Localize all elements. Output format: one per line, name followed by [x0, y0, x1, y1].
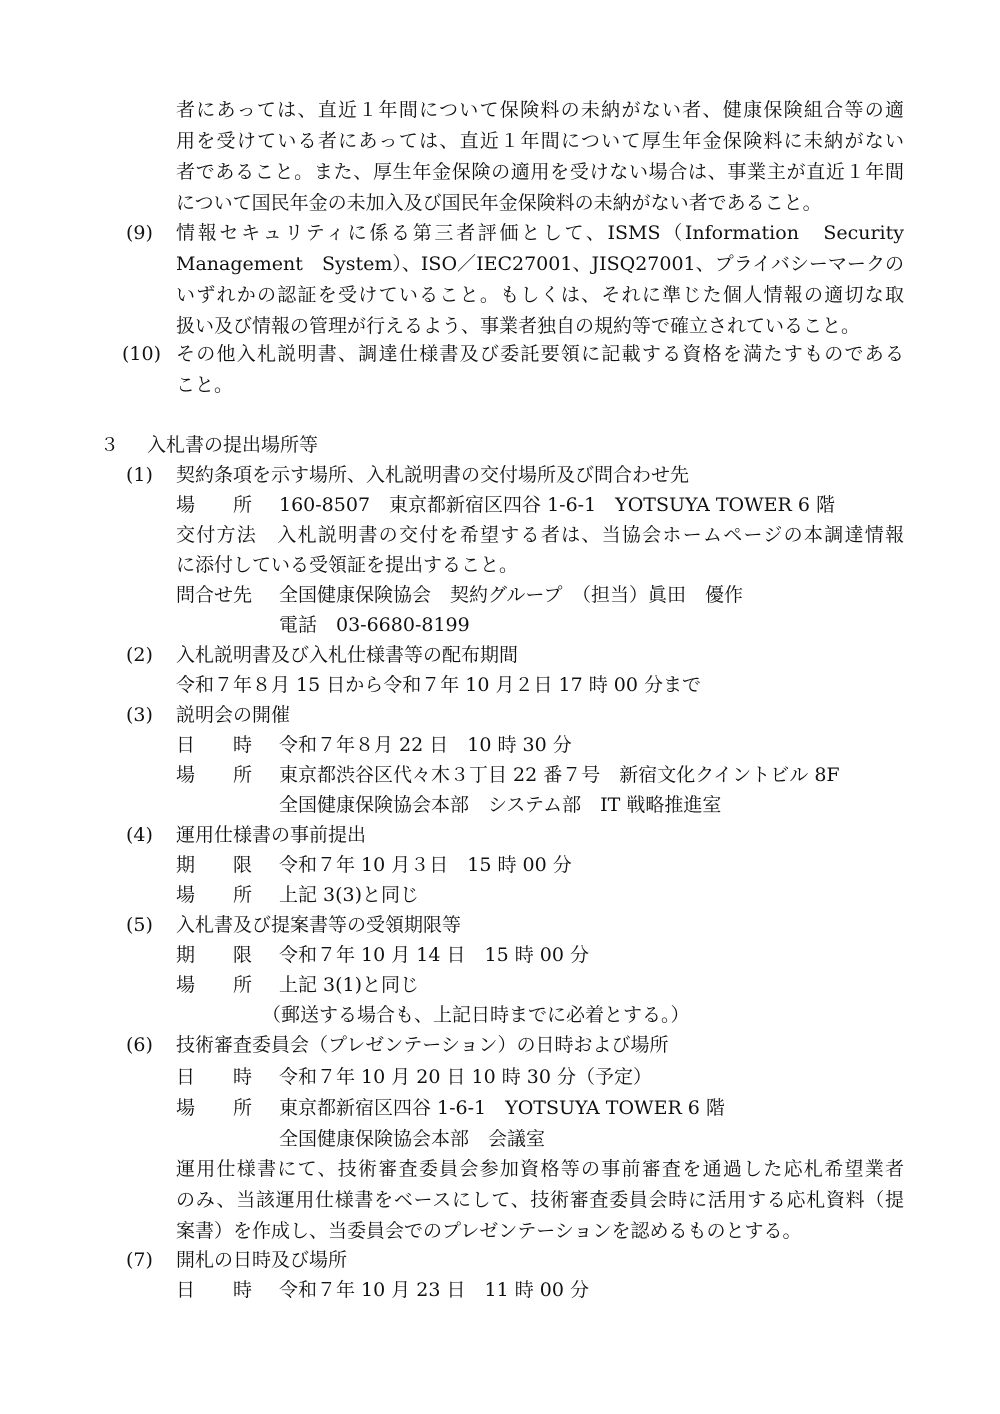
item-title: 入札説明書及び入札仕様書等の配布期間 [176, 644, 519, 666]
paragraph-line: 者であること。また、厚生年金保険の適用を受けない場合は、事業主が直近１年間 [176, 161, 904, 183]
item-title: 技術審査委員会（プレゼンテーション）の日時および場所 [176, 1034, 669, 1056]
item-title: 入札書及び提案書等の受領期限等 [176, 914, 462, 936]
paragraph-line: について国民年金の未加入及び国民年金保険料の未納がない者であること。 [176, 192, 822, 214]
field-value: 令和７年８月 15 日から令和７年 10 月２日 17 時 00 分まで [176, 674, 702, 696]
field-value: 令和７年 10 月 20 日 10 時 30 分（予定） [279, 1066, 653, 1088]
field-label: 日 時 [176, 1279, 253, 1301]
field-value: 上記 3(3)と同じ [279, 884, 420, 906]
paragraph-line: 案書）を作成し、当委員会でのプレゼンテーションを認めるものとする。 [176, 1220, 802, 1242]
item-number: (7) [126, 1249, 153, 1271]
field-value: 令和７年 10 月３日 15 時 00 分 [279, 854, 572, 876]
item-number: (1) [126, 464, 153, 486]
item-title: 開札の日時及び場所 [176, 1249, 348, 1271]
item-number: (10) [122, 343, 162, 365]
paragraph-line: に添付している受領証を提出すること。 [176, 554, 519, 576]
field-value: 東京都渋谷区代々木３丁目 22 番７号 新宿文化クイントビル 8F [279, 764, 840, 786]
paragraph-line: いずれかの認証を受けていること。もしくは、それに準じた個人情報の適切な取 [176, 284, 904, 306]
field-label: 場 所 [176, 1097, 253, 1119]
field-label: 場 所 [176, 764, 253, 786]
field-label: 場 所 [176, 494, 253, 516]
field-value: 令和７年 10 月 14 日 15 時 00 分 [279, 944, 589, 966]
paragraph-line: その他入札説明書、調達仕様書及び委託要領に記載する資格を満たすものである [176, 343, 904, 365]
item-number: (2) [126, 644, 153, 666]
field-label: 日 時 [176, 734, 253, 756]
phone-number: 電話 03-6680-8199 [279, 614, 470, 636]
field-label: 期 限 [176, 854, 253, 876]
item-number: (9) [126, 222, 153, 244]
paragraph-line: 交付方法 入札説明書の交付を希望する者は、当協会ホームページの本調達情報 [176, 524, 904, 546]
field-value: 全国健康保険協会 契約グループ （担当）眞田 優作 [279, 584, 743, 606]
item-number: (3) [126, 704, 153, 726]
field-label: 日 時 [176, 1066, 253, 1088]
paragraph-line: のみ、当該運用仕様書をベースにして、技術審査委員会時に活用する応札資料（提 [176, 1189, 904, 1211]
field-label: 問合せ先 [176, 584, 253, 606]
field-value: 160-8507 東京都新宿区四谷 1-6-1 YOTSUYA TOWER 6 階 [279, 494, 835, 516]
field-value: 東京都新宿区四谷 1-6-1 YOTSUYA TOWER 6 階 [279, 1097, 725, 1119]
item-number: (6) [126, 1034, 153, 1056]
paragraph-line: 運用仕様書にて、技術審査委員会参加資格等の事前審査を通過した応札希望業者 [176, 1158, 904, 1180]
item-title: 契約条項を示す場所、入札説明書の交付場所及び問合わせ先 [176, 464, 690, 486]
field-label: 期 限 [176, 944, 253, 966]
paragraph-line: 用を受けている者にあっては、直近１年間について厚生年金保険料に未納がない [176, 130, 904, 152]
item-number: (5) [126, 914, 153, 936]
paragraph-line: 扱い及び情報の管理が行えるよう、事業者独自の規約等で確立されていること。 [176, 315, 861, 337]
field-value: 全国健康保険協会本部 システム部 IT 戦略推進室 [279, 794, 722, 816]
field-value: 令和７年 10 月 23 日 11 時 00 分 [279, 1279, 589, 1301]
field-value: 令和７年８月 22 日 10 時 30 分 [279, 734, 572, 756]
paragraph-line: 情報セキュリティに係る第三者評価として、ISMS（Information Security [176, 222, 904, 244]
field-label: 場 所 [176, 884, 253, 906]
field-value: 全国健康保険協会本部 会議室 [279, 1128, 546, 1150]
item-number: (4) [126, 824, 153, 846]
paragraph-line: 者にあっては、直近１年間について保険料の未納がない者、健康保険組合等の適 [176, 99, 904, 121]
field-label: 場 所 [176, 974, 253, 996]
paragraph-line: Management System）、ISO／IEC27001、JISQ27001、プライバシーマークの [176, 253, 904, 275]
section-title: 入札書の提出場所等 [147, 434, 319, 456]
item-title: 説明会の開催 [176, 704, 291, 726]
note-text: （郵送する場合も、上記日時までに必着とする。） [262, 1004, 690, 1026]
paragraph-line: こと。 [176, 374, 234, 396]
item-title: 運用仕様書の事前提出 [176, 824, 367, 846]
field-value: 上記 3(1)と同じ [279, 974, 420, 996]
section-number: ３ [100, 434, 120, 456]
